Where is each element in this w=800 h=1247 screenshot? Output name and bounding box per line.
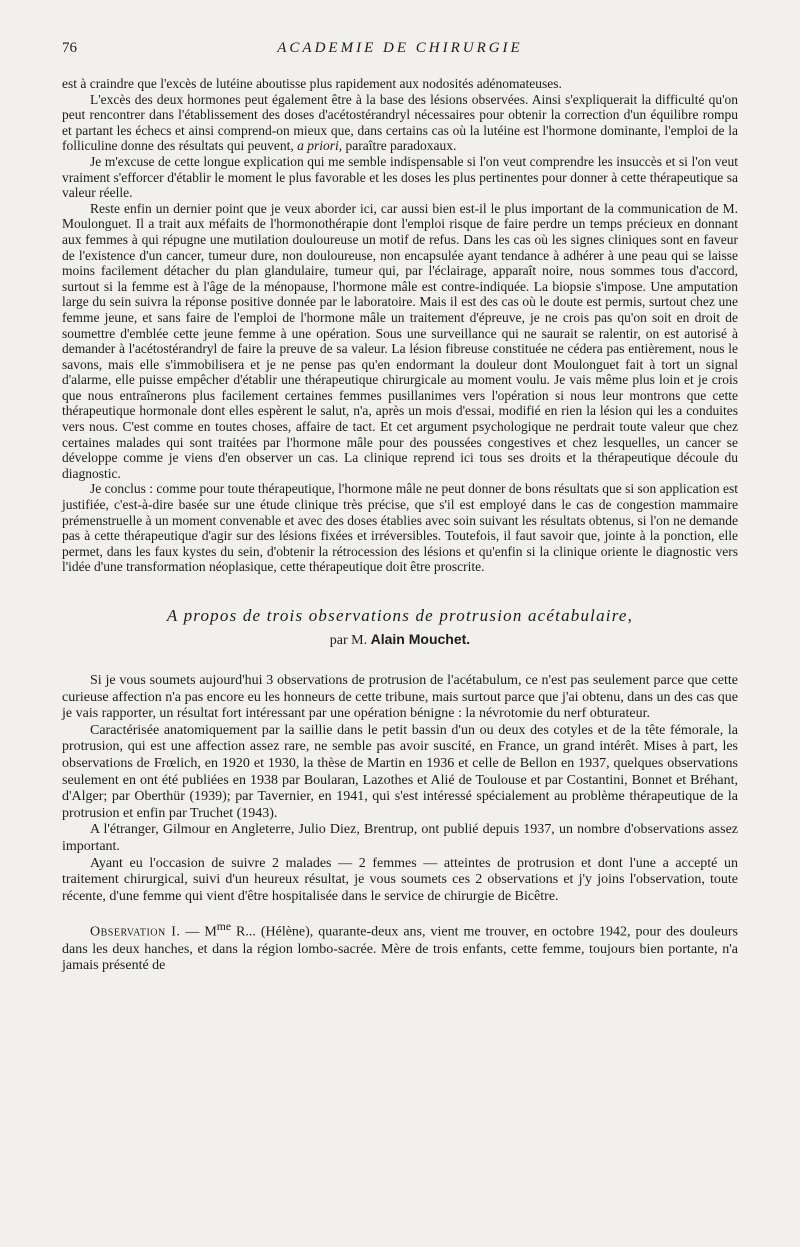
paragraph: Reste enfin un dernier point que je veux aborder ici, car aussi bien est-il le plus important de la communication de M. Moulonguet. Il a trait aux méfaits de l'hormonothérapie dont l'emploi risque de faire perdre un temps précieux en donnant aux femmes à qui répugne une mutilation douloureuse un motif de refus. Dans les cas où les signes cliniques sont en faveur de l'existence d'un cancer, tumeur dure, non douloureuse, non encapsulée ayant tendance à adhérer à une peau qui se laisse moins facilement détacher du plan glandulaire, tumeur qui, par l'éclairage, apparaît noire, nous sommes tous d'accord, surtout si la femme est à l'âge de la ménopause, l'hormone mâle est contre-indiquée. La biopsie s'impose. Une amputation large du sein suivra la réponse positive donnée par le laboratoire. Mais il est des cas où le doute est permis, surtout chez une femme jeune, et sans faire de l'emploi de l'hormone mâle un traitement d'épreuve, je ne crois pas qu'on soit en droit de soumettre d'emblée cette jeune femme à une opération. Sous une surveillance qui ne saurait se ralentir, on est autorisé à demander à l'acétostérandryl de faire la preuve de sa valeur. La lésion fibreuse constituée ne cédera pas entièrement, nous le savons, mais elle s'immobilisera et je ne pense pas qu'en endormant la douleur dont Moulonguet fait à tort un signal d'alarme, elle puisse empêcher d'établir une thérapeutique chirurgicale au moment voulu. Je vais même plus loin et je crois que nous entraînerons plus facilement certaines femmes pusillanimes vers l'opération si nous leur montrons que cette thérapeutique hormonale dont elles espèrent le salut, n'a, après un mois d'essai, modifié en rien la lésion qui les a conduites vers nous. C'est comme en toutes choses, affaire de tact. Et cet argument psychologique ne perdrait toute valeur que chez certaines malades qui sont traitées par l'hormone mâle pour des poussées congestives et chez lesquelles, un cancer se développe comme je viens d'en observer un cas. La clinique reprend ici tous ses droits et la thérapeutique découle du diagnostic. (62, 200, 738, 481)
observation-paragraph: Observation I. — $M^{me}$ R... (Hélène), quarante-deux ans, vient me trouver, en octobre 1942, pour des douleurs dans les deux hanches, et dans la région lombo-sacrée. Mère de trois enfants, cette femme, toujours bien portante, n'a jamais présenté de (62, 920, 738, 974)
paragraph: est à craindre que l'excès de lutéine aboutisse plus rapidement aux nodosités adénomateuses. (62, 76, 562, 91)
page-number: 76 (62, 40, 77, 56)
paragraph: A l'étranger, Gilmour en Angleterre, Julio Diez, Brentrup, ont publié depuis 1937, un nombre d'observations assez important. (62, 822, 738, 854)
document-page (62, 40, 738, 975)
paragraph: Si je vous soumets aujourd'hui 3 observations de protrusion de l'acétabulum, ce n'est pas seulement parce que cette curieuse affection n'a pas encore eu les honneurs de cette tribune, mais surtout parce que j'ai obtenu, dans un des cas que je vais rapporter, un résultat fort intéressant par une opération bénigne : la névrotomie du nerf obturateur. (62, 673, 738, 722)
byline-prefix: par M. (329, 633, 371, 648)
observation-label: Observation I. (90, 924, 181, 940)
section-title: A propos de trois observations de protrusion acétabulaire, (166, 606, 634, 625)
running-title: ACADEMIE DE CHIRURGIE (277, 40, 523, 56)
section-byline (62, 630, 738, 650)
paragraph: L'excès des deux hormones peut également être à la base des lésions observées. Ainsi s'expliquerait la difficulté qu'on peut rencontrer dans l'établissement des doses d'acétostérandryl nécessaires pour obtenir la correction d'un équilibre rompu et partant les échecs et ainsi comprend-on mieux que, dans certains cas où la lutéine est l'hormone dominante, l'emploi de la folliculine donne des résultats qui peuvent, a priori, paraître paradoxaux. (62, 91, 738, 154)
page-header (62, 40, 738, 62)
paragraph: Ayant eu l'occasion de suivre 2 malades — 2 femmes — atteintes de protrusion et dont l'une a accepté un traitement chirurgical, suivi d'un heureux résultat, je vous soumets ces 2 observations et j'y joins l'observation, toute récente, d'une femme qui vient d'être hospitalisée dans le service de chirurgie de Bicêtre. (62, 855, 738, 904)
paragraph: Caractérisée anatomiquement par la saillie dans le petit bassin d'un ou deux des cotyles et de la tête fémorale, la protrusion, qui est une affection assez rare, ne semble pas avoir suscité, en France, un grand intérêt. Mises à part, les observations de Frœlich, en 1920 et 1930, la thèse de Martin en 1936 et celle de Bellon en 1937, quelques observations seulement en ont été publiées en 1938 par Boularan, Lazothes et Alié de Toulouse et par Costantini, Bonnet et Bréhant, d'Alger; par Oberthür (1939); par Tavernier, en 1941, qui s'est intéressé spécialement au problème thérapeutique de la protrusion et enfin par Truchet (1943). (62, 722, 738, 821)
paragraph: Je conclus : comme pour toute thérapeutique, l'hormone mâle ne peut donner de bons résultats que si son application est justifiée, c'est-à-dire basée sur une étude clinique très précise, que s'il est employé dans le cas de congestion mammaire prémenstruelle à un moment convenable et avec des doses établies avec soin suivant les résultats obtenus, si l'on ne demande pas à cette thérapeutique d'agir sur des lésions fixées et irréversibles. Toutefois, il faut savoir que, jointe à la ponction, elle permet, dans les faux kystes du sein, d'obtenir la rétrocession des lésions et qu'enfin si la clinique oriente le diagnostic vers l'idée d'une transformation néoplasique, cette thérapeutique doit être proscrite. (62, 481, 739, 575)
author-name: Alain Mouchet. (370, 631, 471, 647)
paragraph: Je m'excuse de cette longue explication qui me semble indispensable si l'on veut comprendre les insuccès et si l'on veut vraiment s'efforcer d'établir le moment le plus favorable et les doses les plus pertinentes pour donner à cette thérapeutique sa valeur réelle. (62, 153, 738, 201)
